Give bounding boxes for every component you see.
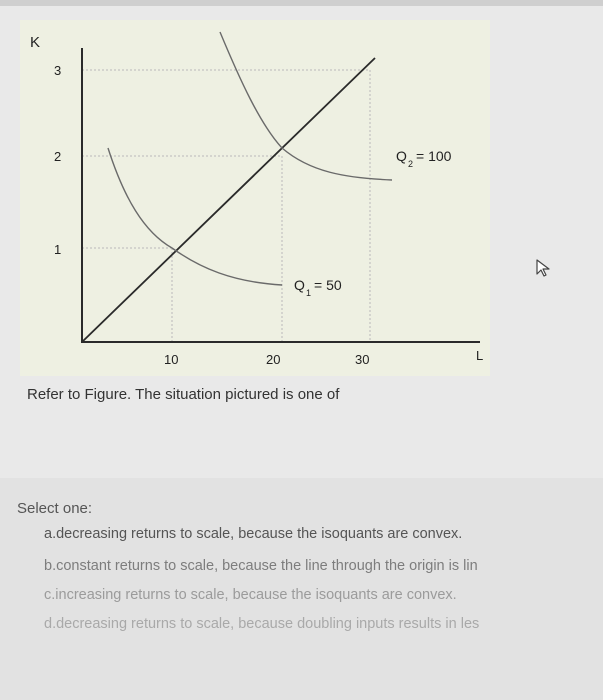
y-axis-label: K bbox=[30, 34, 41, 51]
svg-text:2: 2 bbox=[408, 159, 414, 169]
question-text: Refer to Figure. The situation pictured is one of bbox=[27, 386, 340, 403]
answer-option-c[interactable]: c.increasing returns to scale, because the isoquants are convex. bbox=[44, 587, 457, 603]
svg-text:Q: Q bbox=[294, 277, 305, 293]
isoquant-q2-label bbox=[396, 148, 452, 169]
svg-text:1: 1 bbox=[306, 288, 312, 298]
top-border bbox=[0, 0, 603, 6]
x-tick-10: 10 bbox=[164, 352, 179, 367]
y-tick-3: 3 bbox=[54, 63, 62, 78]
svg-text:= 50: = 50 bbox=[314, 277, 342, 293]
isoquant-q1-label bbox=[294, 277, 342, 298]
isoquant-graph bbox=[20, 20, 490, 376]
isoquant-q2-curve bbox=[220, 32, 392, 180]
ray-through-origin bbox=[82, 58, 375, 342]
svg-text:Q: Q bbox=[396, 148, 407, 164]
y-tick-1: 1 bbox=[54, 242, 62, 257]
select-one-prompt: Select one: bbox=[17, 500, 93, 517]
y-tick-2: 2 bbox=[54, 149, 62, 164]
answer-panel bbox=[0, 478, 603, 700]
isoquant-figure bbox=[20, 20, 490, 376]
mouse-pointer-icon bbox=[534, 258, 554, 278]
answer-option-b[interactable]: b.constant returns to scale, because the line through the origin is lin bbox=[44, 558, 478, 574]
x-tick-20: 20 bbox=[266, 352, 281, 367]
x-tick-30: 30 bbox=[355, 352, 370, 367]
svg-text:= 100: = 100 bbox=[416, 148, 452, 164]
answer-option-a[interactable]: a.decreasing returns to scale, because the isoquants are convex. bbox=[44, 526, 463, 542]
isoquant-q1-curve bbox=[108, 148, 282, 285]
answer-option-d[interactable]: d.decreasing returns to scale, because doubling inputs results in les bbox=[44, 616, 480, 632]
x-axis-label: L bbox=[476, 348, 484, 363]
